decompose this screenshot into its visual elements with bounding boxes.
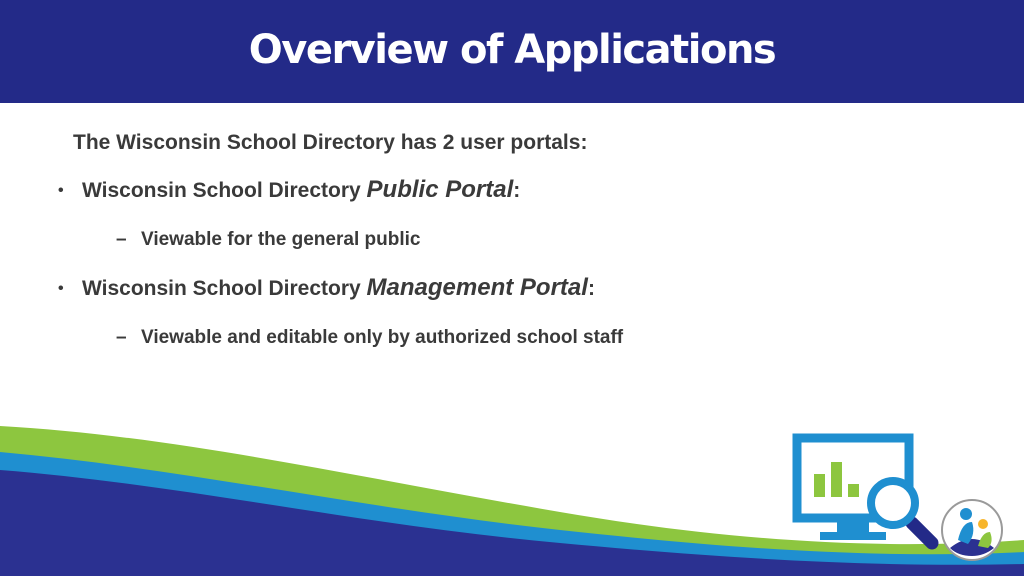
bullet-emphasis: Public Portal — [366, 176, 514, 203]
bullet-public-portal — [58, 176, 520, 204]
dash-marker: – — [116, 229, 127, 250]
bullet-emphasis: Management Portal — [366, 274, 588, 301]
bullet-text: Wisconsin School Directory — [82, 179, 367, 202]
bullet-marker: • — [58, 280, 64, 297]
bullet-marker: • — [58, 182, 64, 199]
sub-bullet-management-portal — [116, 327, 623, 349]
bullet-management-portal — [58, 274, 595, 302]
intro-text: The Wisconsin School Directory has 2 user portals: — [73, 131, 588, 154]
slide-title: Overview of Applications — [248, 26, 776, 73]
sub-bullet-text: Viewable for the general public — [141, 229, 421, 250]
bullet-text: Wisconsin School Directory — [82, 277, 367, 300]
bullet-suffix: : — [587, 277, 595, 300]
sub-bullet-text: Viewable and editable only by authorized school staff — [141, 327, 624, 348]
sub-bullet-public-portal — [116, 229, 420, 251]
dash-marker: – — [116, 327, 127, 348]
bullet-suffix: : — [513, 179, 521, 202]
